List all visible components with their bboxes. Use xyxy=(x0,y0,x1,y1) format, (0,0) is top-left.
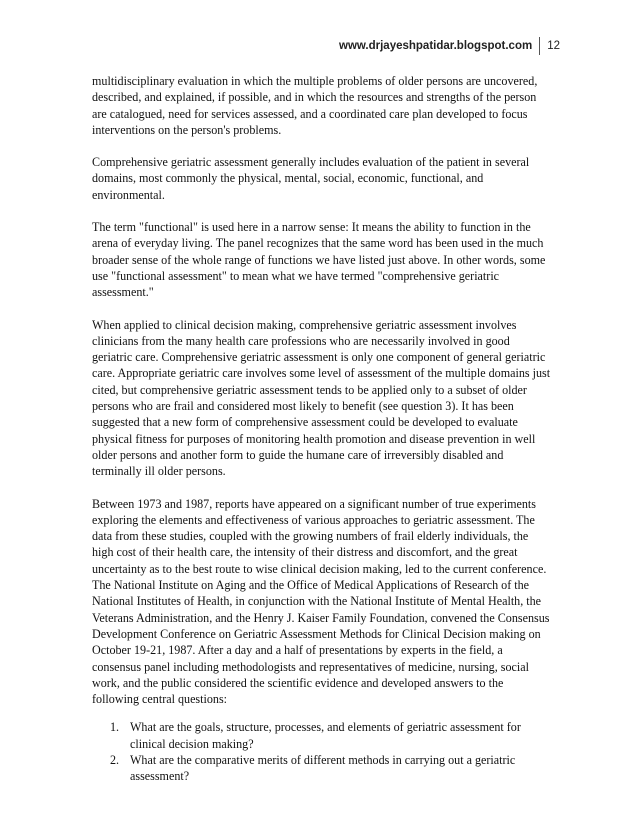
list-item-text: What are the goals, structure, processes, and elements of geriatric assessment for clinical decision making? xyxy=(130,720,521,751)
paragraph-4: When applied to clinical decision making, comprehensive geriatric assessment involves clinicians from the many health care professions who are necessarily involved in good geriatric care. Comprehensive geriatric assessment is only one component of general geriatric care. Appropriate geriatric care involves some level of assessment of the multiple domains just cited, but comprehensive geriatric assessment tends to be applied only to a subset of older persons who are frail and considered most likely to benefit (see question 3). It has been suggested that a new form of comprehensive assessment could be developed to evaluate physical fitness for purposes of monitoring health promotion and disease prevention in well older persons and another form to guide the humane care of irreversibly disabled and terminally ill older persons. xyxy=(92,317,551,479)
questions-list xyxy=(92,719,552,784)
paragraph-1: multidisciplinary evaluation in which the multiple problems of older persons are uncovered, described, and explained, if possible, and in which the resources and strengths of the person are catalogued, need for services assessed, and a coordinated care plan developed to focus interventions on the person's problems. xyxy=(92,74,538,137)
list-item xyxy=(92,719,552,752)
page-number: 12 xyxy=(547,40,560,52)
header-site-url[interactable]: www.drjayeshpatidar.blogspot.com xyxy=(339,40,533,52)
list-item-number: 1. xyxy=(110,720,120,735)
list-item-text: What are the comparative merits of different methods in carrying out a geriatric assessment? xyxy=(130,752,516,784)
list-item-number: 2. xyxy=(110,752,120,767)
paragraph-2: Comprehensive geriatric assessment generally includes evaluation of the patient in several domains, most commonly the physical, mental, social, economic, functional, and environmental. xyxy=(92,155,530,202)
paragraph-3: The term "functional" is used here in a narrow sense: It means the ability to function in the arena of everyday living. The panel recognizes that the same word has been used in the much broader sense of the whole range of functions we have listed just above. In other words, some use "functional assessment" to mean what we have termed "comprehensive geriatric assessment." xyxy=(92,220,546,300)
list-item xyxy=(92,752,552,785)
page-header xyxy=(339,37,560,55)
paragraph-5: Between 1973 and 1987, reports have appeared on a significant number of true experiments exploring the elements and effectiveness of various approaches to geriatric assessment. The data from these studies, coupled with the growing numbers of frail elderly individuals, the high cost of their health care, the intensity of their distress and discomfort, and the great uncertainty as to the best route to wise clinical decision making, led to the current conference. The National Institute on Aging and the Office of Medical Applications of Research of the National Institutes of Health, in conjunction with the National Institute of Mental Health, the Veterans Administration, and the Henry J. Kaiser Family Foundation, convened the Consensus Development Conference on Geriatric Assessment Methods for Clinical Decision making on October 19-21, 1987. After a day and a half of presentations by experts in the field, a consensus panel including methodologists and representatives of medicine, nursing, social work, and the public considered the scientific evidence and developed answers to the following central questions: xyxy=(92,496,550,707)
body-text xyxy=(92,73,552,785)
header-divider xyxy=(539,37,540,55)
